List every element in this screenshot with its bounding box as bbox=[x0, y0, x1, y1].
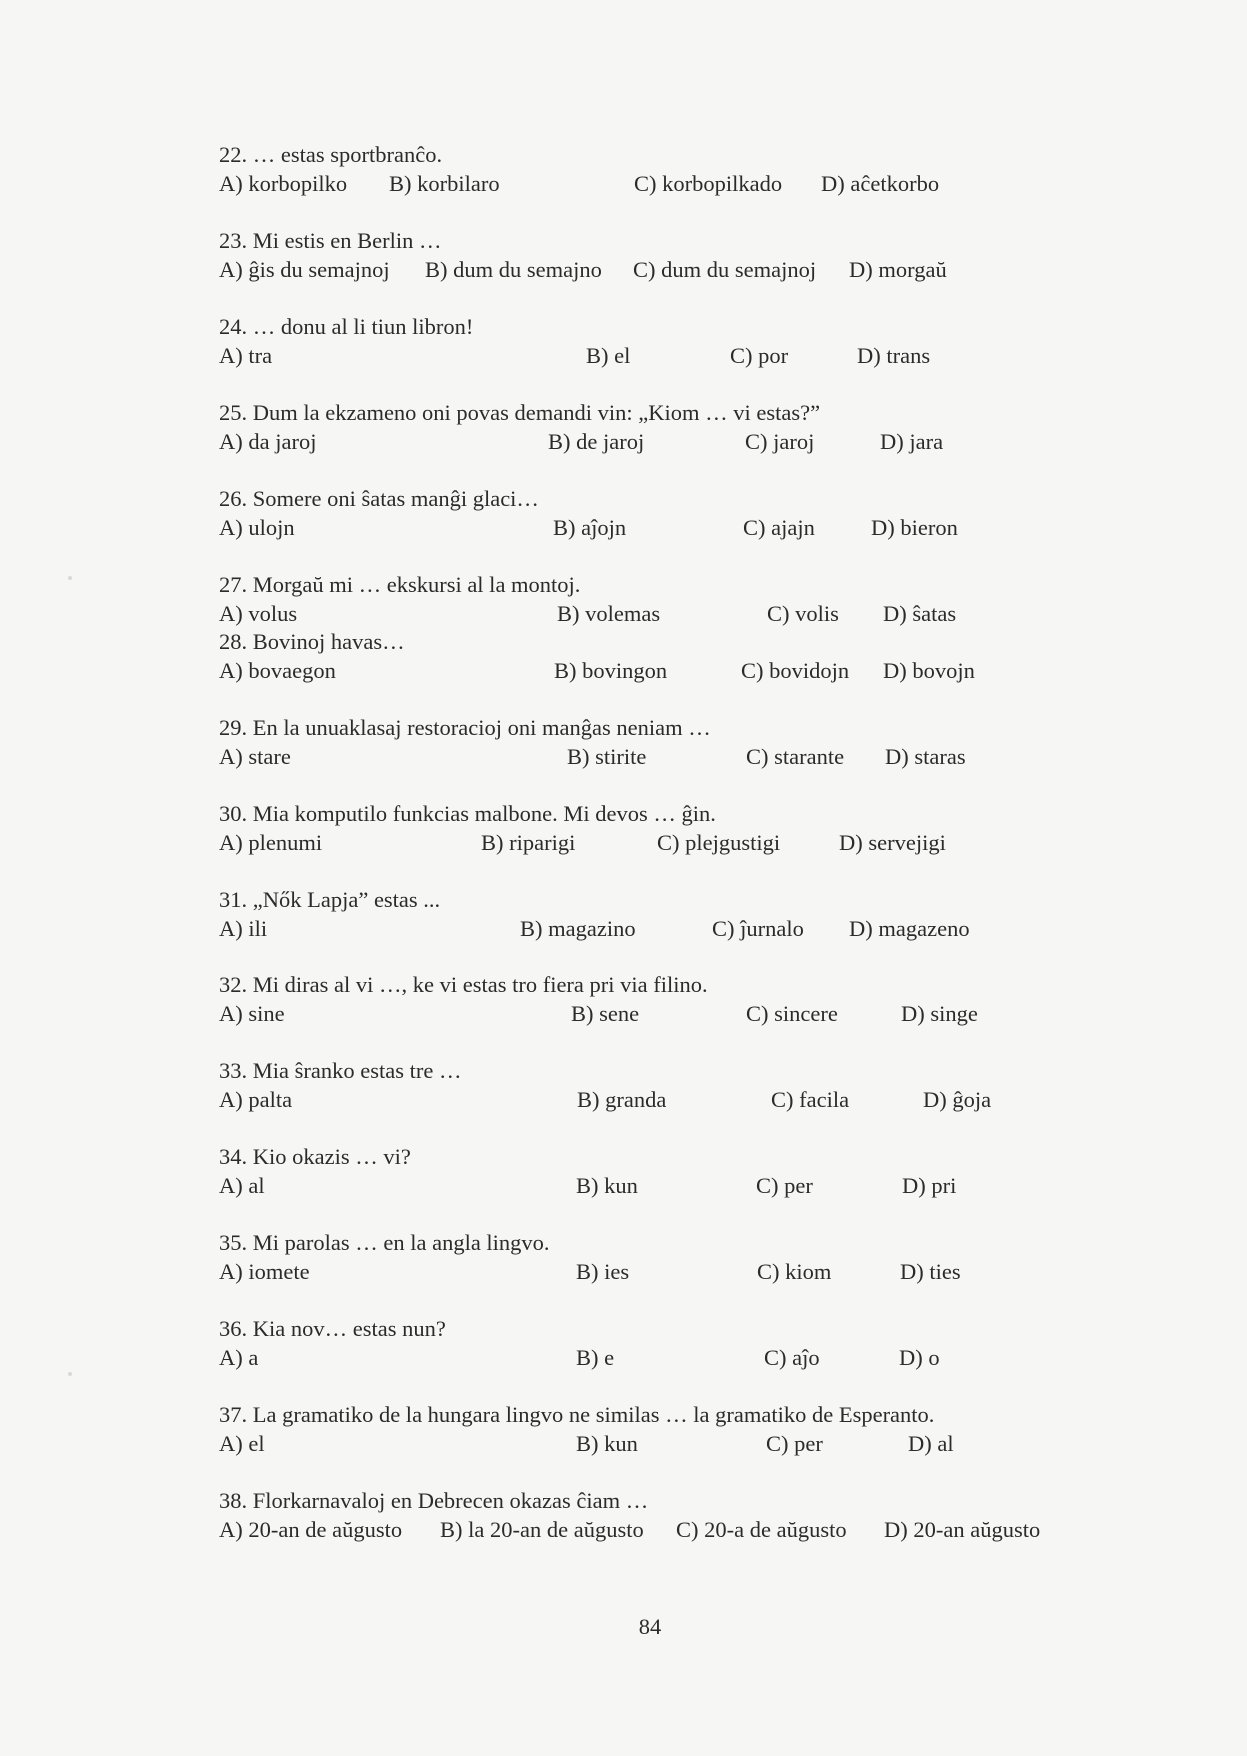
answer-options bbox=[219, 656, 1119, 685]
question-30 bbox=[219, 799, 1119, 857]
answer-options bbox=[219, 513, 1119, 542]
answer-options bbox=[219, 914, 1119, 943]
option-b: B) kun bbox=[576, 1431, 638, 1456]
answer-options bbox=[219, 999, 1119, 1028]
option-d: D) aĉetkorbo bbox=[821, 171, 940, 196]
option-b: B) ies bbox=[576, 1259, 630, 1284]
option-a: A) korbopilko bbox=[219, 171, 348, 196]
scan-speck bbox=[68, 576, 72, 580]
question-text: 31. „Nők Lapja” estas ... bbox=[219, 887, 441, 912]
option-c: C) per bbox=[756, 1173, 813, 1198]
option-d: D) staras bbox=[885, 744, 966, 769]
scan-speck bbox=[68, 1372, 72, 1376]
question-35 bbox=[219, 1228, 1119, 1286]
page-number: 84 bbox=[638, 1614, 662, 1639]
question-26 bbox=[219, 484, 1119, 542]
answer-options bbox=[219, 341, 1119, 370]
option-a: A) 20-an de aŭgusto bbox=[219, 1517, 403, 1542]
option-c: C) facila bbox=[771, 1087, 850, 1112]
option-b: B) volemas bbox=[557, 601, 661, 626]
option-d: D) o bbox=[899, 1345, 940, 1370]
question-text: 36. Kia nov… estas nun? bbox=[219, 1316, 446, 1341]
question-33 bbox=[219, 1056, 1119, 1114]
option-a: A) tra bbox=[219, 343, 273, 368]
option-c: C) volis bbox=[767, 601, 839, 626]
option-a: A) ili bbox=[219, 916, 268, 941]
question-text: 28. Bovinoj havas… bbox=[219, 629, 405, 654]
option-b: B) riparigi bbox=[481, 830, 576, 855]
answer-options bbox=[219, 1085, 1119, 1114]
option-c: C) dum du semajnoj bbox=[633, 257, 817, 282]
option-a: A) iomete bbox=[219, 1259, 310, 1284]
answer-options bbox=[219, 427, 1119, 456]
option-a: A) el bbox=[219, 1431, 265, 1456]
answer-options bbox=[219, 255, 1119, 284]
question-31 bbox=[219, 885, 1119, 943]
question-text: 32. Mi diras al vi …, ke vi estas tro fiera pri via filino. bbox=[219, 972, 708, 997]
option-a: A) al bbox=[219, 1173, 265, 1198]
question-27 bbox=[219, 570, 1119, 628]
option-d: D) ŝatas bbox=[883, 601, 957, 626]
question-28 bbox=[219, 627, 1119, 685]
option-c: C) ajajn bbox=[743, 515, 815, 540]
option-a: A) ulojn bbox=[219, 515, 295, 540]
question-text: 27. Morgaŭ mi … ekskursi al la montoj. bbox=[219, 572, 581, 597]
option-a: A) ĝis du semajnoj bbox=[219, 257, 390, 282]
question-24 bbox=[219, 312, 1119, 370]
answer-options bbox=[219, 169, 1119, 198]
option-d: D) ties bbox=[900, 1259, 961, 1284]
answer-options bbox=[219, 1429, 1119, 1458]
option-a: A) sine bbox=[219, 1001, 285, 1026]
option-b: B) sene bbox=[571, 1001, 640, 1026]
option-a: A) a bbox=[219, 1345, 259, 1370]
question-34 bbox=[219, 1142, 1119, 1200]
question-text: 35. Mi parolas … en la angla lingvo. bbox=[219, 1230, 550, 1255]
option-b: B) kun bbox=[576, 1173, 638, 1198]
question-text: 24. … donu al li tiun libron! bbox=[219, 314, 474, 339]
option-a: A) stare bbox=[219, 744, 291, 769]
question-37 bbox=[219, 1400, 1119, 1458]
option-d: D) bovojn bbox=[883, 658, 975, 683]
option-c: C) kiom bbox=[757, 1259, 832, 1284]
option-c: C) korbopilkado bbox=[634, 171, 783, 196]
option-a: A) volus bbox=[219, 601, 298, 626]
option-d: D) bieron bbox=[871, 515, 958, 540]
option-b: B) el bbox=[586, 343, 631, 368]
question-text: 38. Florkarnavaloj en Debrecen okazas ĉiam … bbox=[219, 1488, 649, 1513]
option-d: D) 20-an aŭgusto bbox=[884, 1517, 1041, 1542]
question-22 bbox=[219, 140, 1119, 198]
question-text: 30. Mia komputilo funkcias malbone. Mi devos … ĝin. bbox=[219, 801, 716, 826]
option-b: B) bovingon bbox=[554, 658, 668, 683]
question-text: 29. En la unuaklasaj restoracioj oni manĝas neniam … bbox=[219, 715, 711, 740]
option-c: C) jaroj bbox=[745, 429, 815, 454]
option-b: B) dum du semajno bbox=[425, 257, 602, 282]
question-text: 22. … estas sportbranĉo. bbox=[219, 142, 443, 167]
option-c: C) ĵurnalo bbox=[712, 916, 804, 941]
option-b: B) granda bbox=[577, 1087, 667, 1112]
option-a: A) da jaroj bbox=[219, 429, 317, 454]
option-a: A) palta bbox=[219, 1087, 293, 1112]
option-d: D) servejigi bbox=[839, 830, 946, 855]
option-d: D) ĝoja bbox=[923, 1087, 992, 1112]
option-c: C) starante bbox=[746, 744, 845, 769]
option-d: D) trans bbox=[857, 343, 931, 368]
option-d: D) jara bbox=[880, 429, 944, 454]
answer-options bbox=[219, 1515, 1119, 1544]
option-b: B) la 20-an de aŭgusto bbox=[440, 1517, 644, 1542]
option-a: A) bovaegon bbox=[219, 658, 336, 683]
answer-options bbox=[219, 599, 1119, 628]
option-d: D) magazeno bbox=[849, 916, 970, 941]
answer-options bbox=[219, 1171, 1119, 1200]
option-a: A) plenumi bbox=[219, 830, 323, 855]
option-b: B) de jaroj bbox=[548, 429, 645, 454]
question-text: 25. Dum la ekzameno oni povas demandi vin: „Kiom … vi estas?” bbox=[219, 400, 821, 425]
question-text: 34. Kio okazis … vi? bbox=[219, 1144, 411, 1169]
question-text: 23. Mi estis en Berlin … bbox=[219, 228, 442, 253]
option-c: C) plejgustigi bbox=[657, 830, 781, 855]
question-text: 37. La gramatiko de la hungara lingvo ne similas … la gramatiko de Esperanto. bbox=[219, 1402, 935, 1427]
question-23 bbox=[219, 226, 1119, 284]
question-36 bbox=[219, 1314, 1119, 1372]
answer-options bbox=[219, 1257, 1119, 1286]
option-d: D) morgaŭ bbox=[849, 257, 947, 282]
option-b: B) korbilaro bbox=[389, 171, 500, 196]
question-text: 26. Somere oni ŝatas manĝi glaci… bbox=[219, 486, 539, 511]
option-c: C) bovidojn bbox=[741, 658, 850, 683]
question-text: 33. Mia ŝranko estas tre … bbox=[219, 1058, 462, 1083]
answer-options bbox=[219, 1343, 1119, 1372]
question-32 bbox=[219, 970, 1119, 1028]
option-c: C) per bbox=[766, 1431, 823, 1456]
question-38 bbox=[219, 1486, 1119, 1544]
question-25 bbox=[219, 398, 1119, 456]
option-d: D) pri bbox=[902, 1173, 957, 1198]
option-d: D) al bbox=[908, 1431, 954, 1456]
option-b: B) aĵojn bbox=[553, 515, 627, 540]
answer-options bbox=[219, 828, 1119, 857]
option-b: B) stirite bbox=[567, 744, 647, 769]
option-c: C) por bbox=[730, 343, 789, 368]
answer-options bbox=[219, 742, 1119, 771]
option-b: B) e bbox=[576, 1345, 615, 1370]
option-b: B) magazino bbox=[520, 916, 636, 941]
question-29 bbox=[219, 713, 1119, 771]
option-c: C) sincere bbox=[746, 1001, 838, 1026]
option-c: C) aĵo bbox=[764, 1345, 820, 1370]
option-d: D) singe bbox=[901, 1001, 978, 1026]
option-c: C) 20-a de aŭgusto bbox=[676, 1517, 847, 1542]
